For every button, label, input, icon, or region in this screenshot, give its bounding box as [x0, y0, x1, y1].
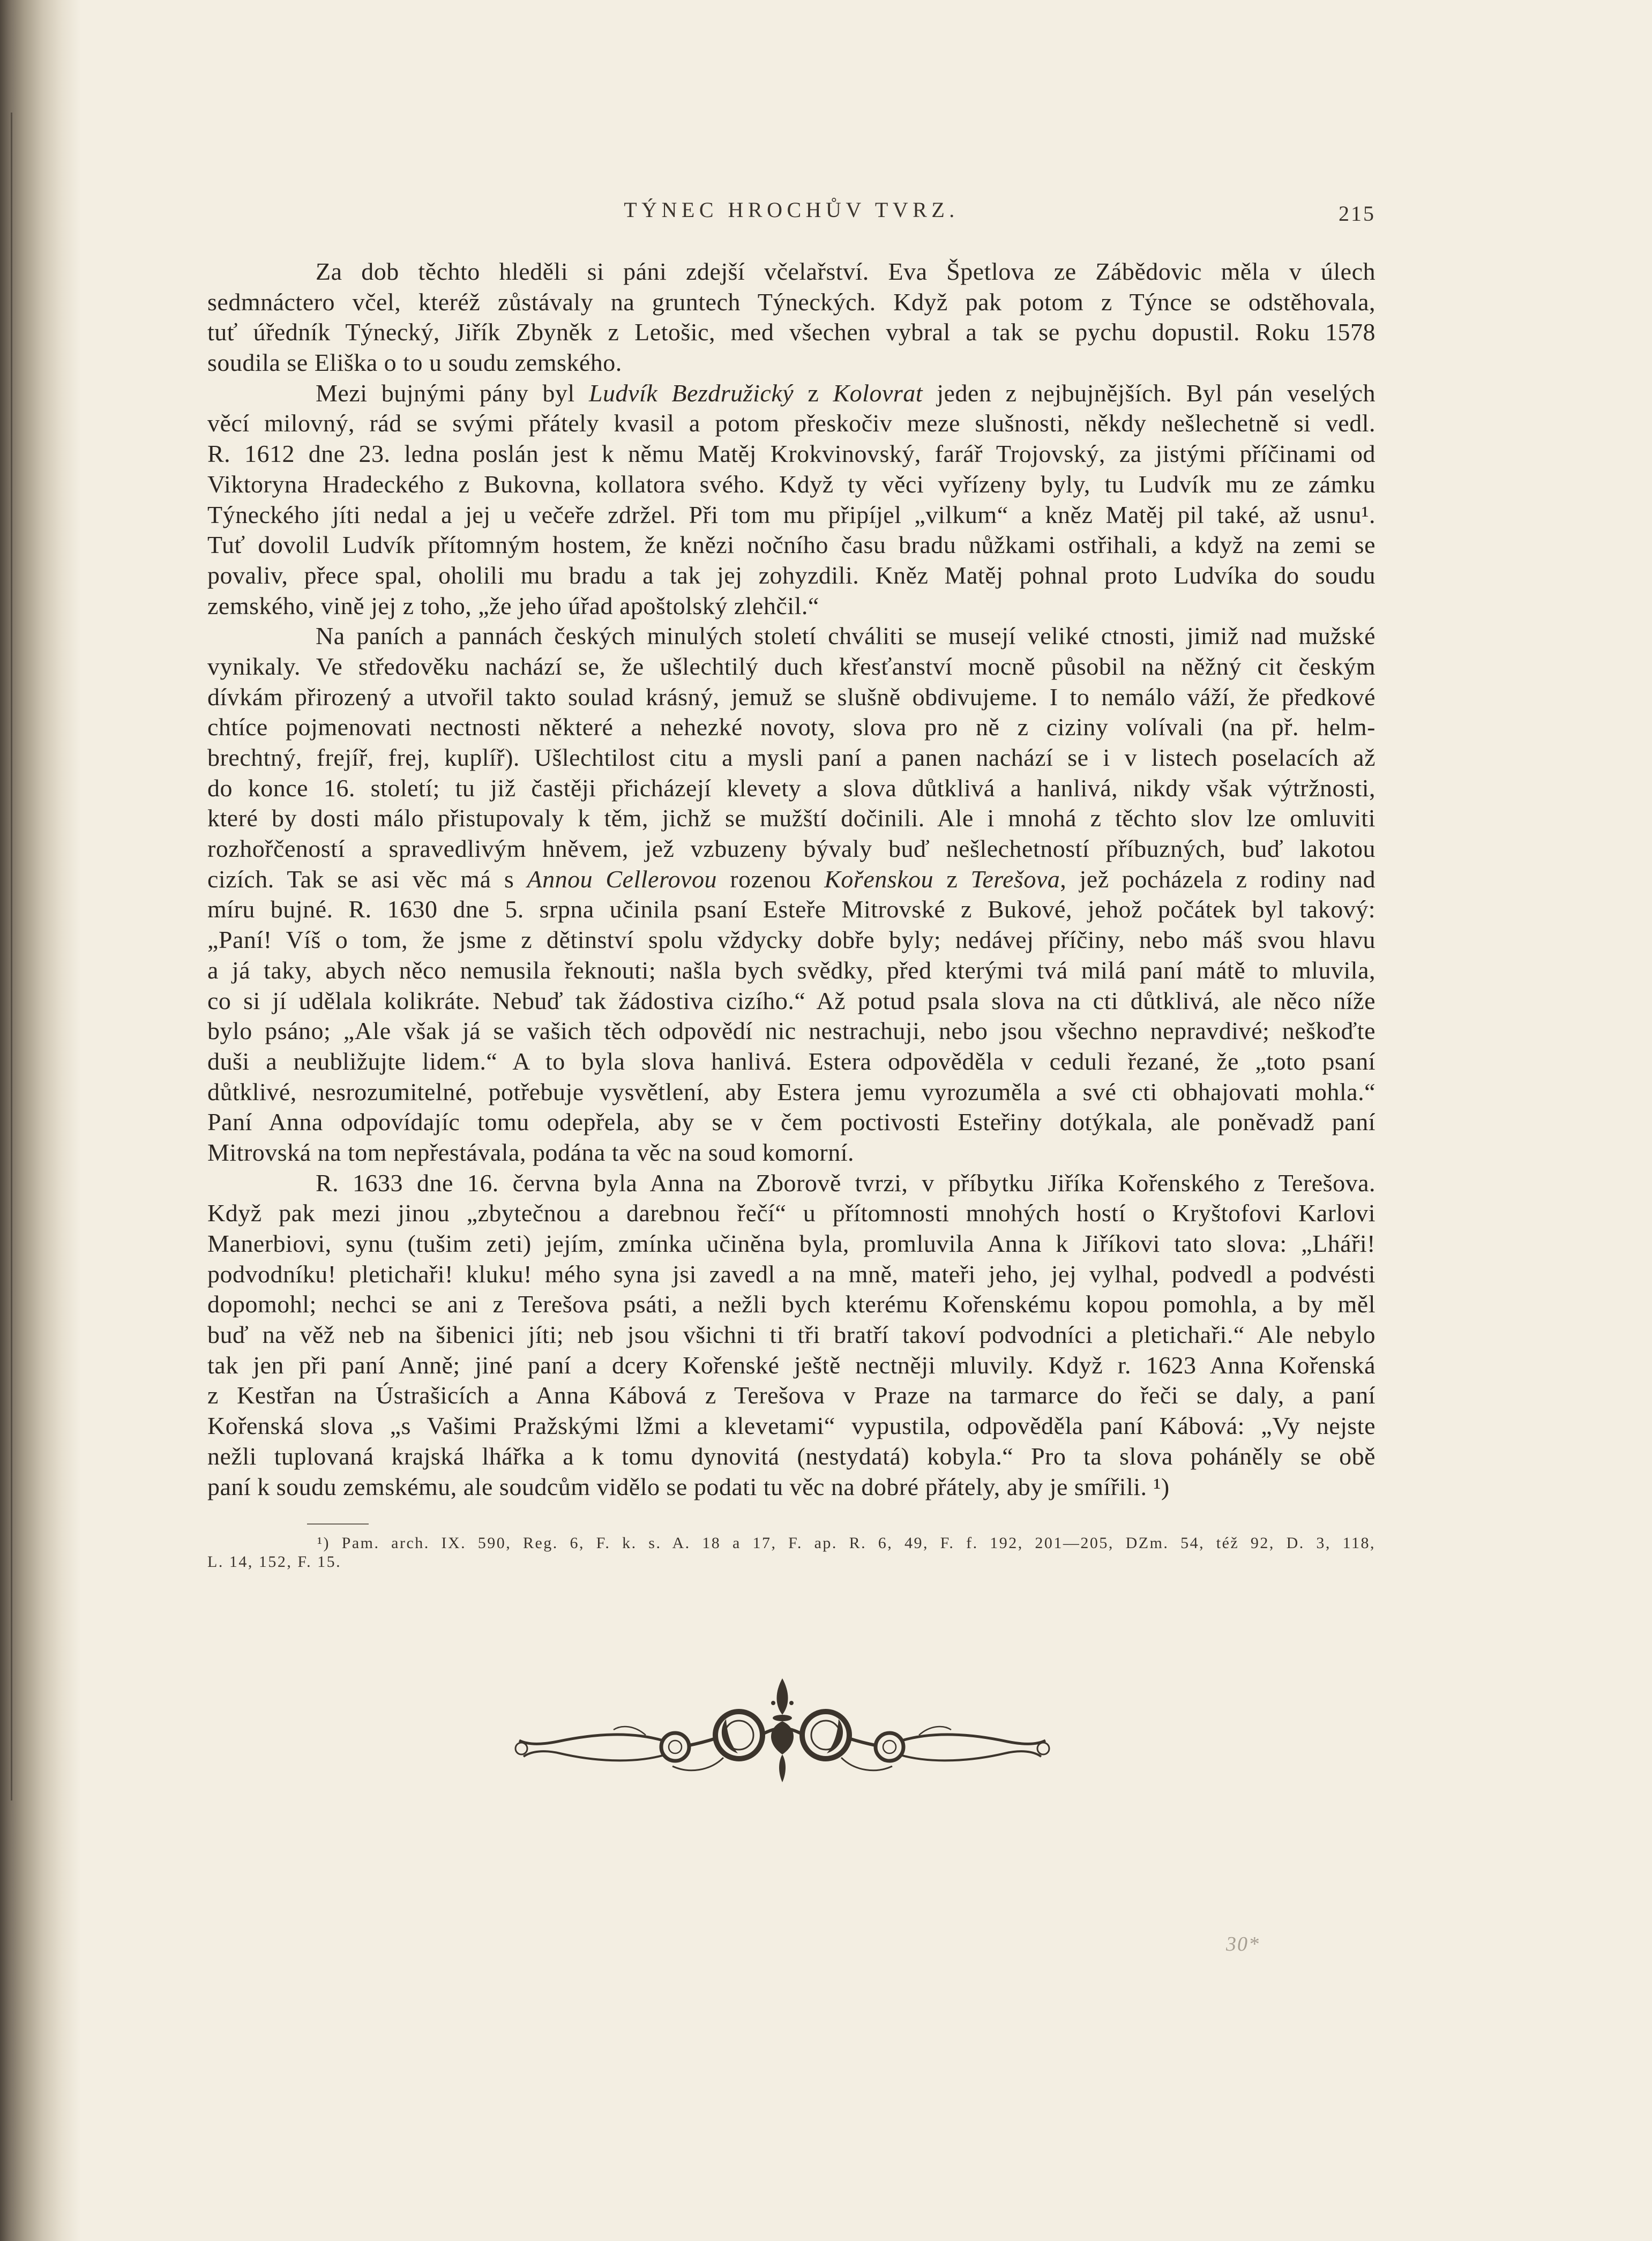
text-line: co si jí udělala kolikráte. Nebuď tak žádostiva cizího.“ Až potud psala slova na cti důtklivá, ale něco níže [207, 987, 1376, 1014]
paragraph [207, 257, 1376, 378]
text-line: Viktoryna Hradeckého z Bukovna, kollatora svého. Když ty věci vyřízeny byly, tu Ludvík mu ze zámku [207, 470, 1376, 498]
italic-name: Ludvík Bezdružický [588, 379, 794, 407]
text-line: Na paních a pannách českých minulých století chváliti se musejí veliké ctnosti, jimiž nad mužské [316, 622, 1376, 650]
footnote-line: ¹) Pam. arch. IX. 590, Reg. 6, F. k. s. A. 18 a 17, F. ap. R. 6, 49, F. f. 192, 201—205, DZm. 54, též 92, D. 3, 118, [317, 1534, 1376, 1552]
text-line [207, 378, 1376, 409]
text-line: chtíce pojmenovati nectnosti některé a nehezké novoty, slova pro ně z ciziny volívali (na př. helm- [207, 713, 1376, 741]
footnote-line: L. 14, 152, F. 15. [207, 1553, 342, 1571]
text-line: nežli tuplovaná krajská lhářka a k tomu dynovitá (nestydatá) kobyla.“ Pro ta slova poháněly se obě [207, 1442, 1376, 1470]
page-edge-line [11, 113, 12, 1801]
ornament-right-scroll [786, 1712, 1049, 1771]
ornament-left-scroll [515, 1712, 779, 1771]
text-line: Paní Anna odpovídajíc tomu odepřela, aby se v čem poctivosti Esteřiny dotýkala, ale poněvadž paní [207, 1108, 1376, 1136]
text-line: zemského, vině jej z toho, „že jeho úřad apoštolský zlehčil.“ [207, 592, 819, 619]
italic-name: Kořenskou [824, 865, 934, 893]
text-line: Manerbiovi, synu (tušim zeti) jejím, zmínka učiněna byla, promluvila Anna k Jiříkovi tato slova: „Lháři! [207, 1230, 1376, 1257]
body-text [207, 257, 1376, 1502]
text-line: a já taky, abych něco nemusila řeknouti; našla bych svědky, před kterými tvá milá paní mátě to mluvila, [207, 956, 1376, 984]
text-line: duši a neubližujte lidem.“ A to byla slova hanlivá. Estera odpověděla v ceduli řezané, že „toto psaní [207, 1047, 1376, 1075]
footnote [207, 1534, 1376, 1571]
text-line: tak jen při paní Anně; jiné paní a dcery Kořenské ještě nectněji mluvily. Když r. 1623 Anna Kořenská [207, 1351, 1376, 1379]
ornament-finial [771, 1678, 794, 1782]
text-line: buď na věž neb na šibenici jíti; neb jsou všichni ti tři bratří takoví podvodníci a pletichaři.“ Ale nebylo [207, 1321, 1376, 1349]
footnote-rule [307, 1523, 369, 1525]
text-run: Mezi bujnými pány byl [316, 379, 589, 407]
text-line: tuť úředník Týnecký, Jiřík Zbyněk z Letošic, med všechen vybral a tak se pychu dopustil. Roku 1578 [207, 318, 1376, 346]
paragraph [207, 621, 1376, 1168]
page-number: 215 [1339, 201, 1376, 226]
text-line: z Kestřan na Ústrašicích a Anna Kábová z Terešova v Praze na tarmarce do řeči se daly, a paní [207, 1381, 1376, 1409]
text-line: paní k soudu zemskému, ale soudcům vidělo se podati tu věc na dobré přátely, aby je smířili. ¹) [207, 1473, 1170, 1500]
text-line: brechtný, frejíř, frej, kuplíř). Ušlechtilost citu a mysli paní a panen nachází se i v listech poselacích až [207, 744, 1376, 771]
italic-name: Annou Cellerovou [527, 865, 717, 893]
text-line: dopomohl; nechci se ani z Terešova psáti, a nežli bych kterému Kořenskému kopou pomohla, a by měl [207, 1290, 1376, 1318]
text-line: soudila se Eliška o to u soudu zemského. [207, 349, 622, 377]
text-line: do konce 16. století; tu již častěji přicházejí klevety a slova důtklivá a hanlivá, nikdy však výtržnosti, [207, 774, 1376, 802]
text-line: Tuť dovolil Ludvík přítomným hostem, že knězi nočního času bradu nůžkami ostřihali, a když na zemi se [207, 531, 1376, 559]
italic-name: Kolovrat [833, 379, 923, 407]
text-line: povaliv, přece spal, oholili mu bradu a tak jej zohyzdili. Kněz Matěj pohnal proto Ludvíka do soudu [207, 561, 1376, 589]
text-line: které by dosti málo přistupovaly k těm, jichž se mužští dočinili. Ale i mnohá z těchto slov lze omluviti [207, 804, 1376, 832]
paragraph [207, 1168, 1376, 1503]
text-line: podvodníku! pletichaři! kluku! mého syna jsi zavedl a na mně, mateři jeho, jej vylhal, podvedl a podvésti [207, 1260, 1376, 1288]
text-run: z [933, 865, 971, 893]
text-run: z [794, 379, 833, 407]
paragraph [207, 378, 1376, 622]
text-line: R. 1612 dne 23. ledna poslán jest k němu Matěj Krokvinovský, farář Trojovský, za jistými příčinami od [207, 440, 1376, 468]
text-line: „Paní! Víš o tom, že jsme z dětinství spolu vždycky dobře byly; nedávej příčiny, nebo máš svou hlavu [207, 926, 1376, 954]
text-line: rozhořčeností a spravedlivým hněvem, jež vzbuzeny bývaly buď nešlechetností příbuzných, buď lakotou [207, 835, 1376, 863]
text-run: , jež pocházela z rodiny nad [1060, 865, 1376, 893]
text-line: Za dob těchto hleděli si páni zdejší včelařství. Eva Špetlova ze Zábědovic měla v úlech [316, 258, 1376, 285]
text-line: míru bujné. R. 1630 dne 5. srpna učinila psaní Esteře Mitrovské z Bukové, jehož počátek byl takový: [207, 895, 1376, 923]
text-run: rozenou [717, 865, 825, 893]
text-line: Mitrovská na tom nepřestávala, podána ta věc na soud komorní. [207, 1138, 855, 1166]
text-line: důtklivé, nesrozumitelné, potřebuje vysvětlení, aby Estera jemu vyrozuměla a své cti obhajovati mohla.“ [207, 1078, 1376, 1105]
text-line: sedmnáctero včel, kteréž zůstávaly na gruntech Týneckých. Když pak potom z Týnce se odstěhovala, [207, 288, 1376, 316]
text-run: jeden z nejbujnějších. Byl pán veselých [923, 379, 1376, 407]
text-line: Kořenská slova „s Vašimi Pražskými lžmi a klevetami“ vypustila, odpověděla paní Kábová: „Vy nejste [207, 1412, 1376, 1440]
text-line: R. 1633 dne 16. června byla Anna na Zborově tvrzi, v příbytku Jiříka Kořenského z Terešova. [316, 1169, 1376, 1197]
text-line [207, 864, 1376, 895]
text-line: Když pak mezi jinou „zbytečnou a darebnou řečí“ u přítomnosti mnohých hostí o Kryštofovi Karlovi [207, 1199, 1376, 1227]
text-line: dívkám přirozený a utvořil takto soulad krásný, jemuž se slušně obdivujeme. I to nemálo váží, že předkové [207, 683, 1376, 711]
text-line: vynikaly. Ve středověku nachází se, že ušlechtilý duch křesťanství mocně působil na něžný cit českým [207, 652, 1376, 680]
running-title: TÝNEC HROCHŮV TVRZ. [624, 198, 959, 222]
text-line: Týneckého jíti nedal a jej u večeře zdržel. Při tom mu připíjel „vilkum“ a kněz Matěj pil také, až usnu¹. [207, 501, 1376, 528]
text-line: bylo psáno; „Ale však já se vašich těch odpovědí nic nestrachuji, nebo jsou všechno nepravdivé; neškoďte [207, 1017, 1376, 1045]
text-run: cizích. Tak se asi věc má s [207, 865, 527, 893]
italic-name: Terešova [970, 865, 1060, 893]
ornament-vignette [512, 1672, 1055, 1784]
signature-mark: 30* [1226, 1933, 1260, 1955]
text-line: věcí milovný, rád se svými přátely kvasil a potom přeskočiv meze slušnosti, někdy nešlechetně si vedl. [207, 409, 1376, 437]
